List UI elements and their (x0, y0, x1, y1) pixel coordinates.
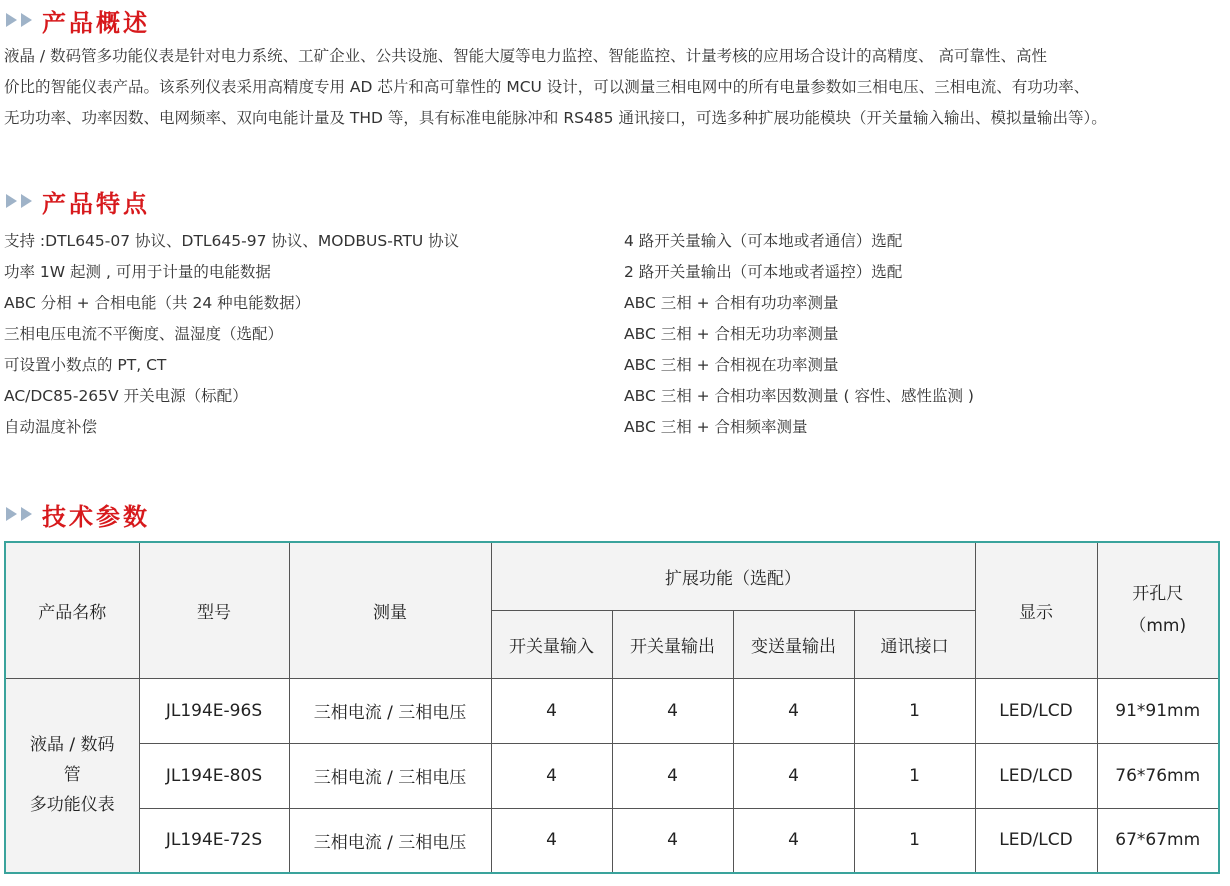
header-cutout-line1: 开孔尺 (1132, 584, 1184, 605)
model-cell: JL194E-80S (139, 743, 289, 808)
comm-cell: 1 (854, 678, 975, 743)
model-cell: JL194E-96S (139, 678, 289, 743)
table-row (5, 743, 1219, 808)
features-right-list (624, 226, 974, 443)
feature-item: ABC 三相 + 合相视在功率测量 (624, 356, 839, 374)
switch-out-cell: 4 (612, 743, 733, 808)
overview-line: 价比的智能仪表产品。该系列仪表采用高精度专用 AD 芯片和高可靠性的 MCU 设计，可以测量三相电网中的所有电量参数如三相电压、三相电流、有功功率、 (4, 78, 1090, 96)
feature-item: ABC 三相 + 合相功率因数测量 ( 容性、感性监测 ) (624, 387, 974, 405)
feature-item: 支持 :DTL645-07 协议、DTL645-97 协议、MODBUS-RTU 协议 (4, 232, 460, 250)
header-cutout (1097, 542, 1219, 678)
measure-cell: 三相电流 / 三相电压 (289, 808, 491, 873)
transmit-out-cell: 4 (733, 743, 854, 808)
comm-cell: 1 (854, 808, 975, 873)
header-comm: 通讯接口 (854, 610, 975, 678)
cutout-cell: 91*91mm (1097, 678, 1219, 743)
features-left-list (4, 226, 459, 443)
display-cell: LED/LCD (975, 808, 1097, 873)
product-name-line: 多功能仪表 (29, 795, 115, 816)
display-cell: LED/LCD (975, 678, 1097, 743)
product-name-cell (5, 678, 139, 873)
feature-item: 三相电压电流不平衡度、温湿度（选配） (4, 325, 284, 343)
overview-line: 液晶 / 数码管多功能仪表是针对电力系统、工矿企业、公共设施、智能大厦等电力监控、智能监控、计量考核的应用场合设计的高精度、 高可靠性、高性 (4, 47, 1048, 65)
overview-line: 无功功率、功率因数、电网频率、双向电能计量及 THD 等，具有标准电能脉冲和 RS485 通讯接口，可选多种扩展功能模块（开关量输入输出、模拟量输出等）。 (4, 109, 1107, 127)
model-cell: JL194E-72S (139, 808, 289, 873)
cutout-cell: 76*76mm (1097, 743, 1219, 808)
feature-item: 4 路开关量输入（可本地或者通信）选配 (624, 232, 903, 250)
product-name-line: 管 (63, 765, 81, 786)
measure-cell: 三相电流 / 三相电压 (289, 743, 491, 808)
header-switch-in: 开关量输入 (491, 610, 612, 678)
measure-cell: 三相电流 / 三相电压 (289, 678, 491, 743)
comm-cell: 1 (854, 743, 975, 808)
overview-paragraph (4, 41, 1226, 134)
feature-item: ABC 三相 + 合相频率测量 (624, 418, 808, 436)
switch-out-cell: 4 (612, 808, 733, 873)
feature-item: AC/DC85-265V 开关电源（标配） (4, 387, 248, 405)
header-transmit-out: 变送量输出 (733, 610, 854, 678)
double-arrow-icon (6, 507, 32, 521)
section-title-overview: 产品概述 (42, 8, 150, 37)
product-name-line: 液晶 / 数码 (29, 735, 115, 756)
switch-out-cell: 4 (612, 678, 733, 743)
section-header-features (6, 184, 150, 218)
feature-item: 可设置小数点的 PT, CT (4, 356, 167, 374)
feature-item: ABC 三相 + 合相有功功率测量 (624, 294, 839, 312)
display-cell: LED/LCD (975, 743, 1097, 808)
header-extension: 扩展功能（选配） (491, 542, 975, 610)
cutout-cell: 67*67mm (1097, 808, 1219, 873)
header-product-name: 产品名称 (5, 542, 139, 678)
section-title-features: 产品特点 (42, 189, 150, 218)
double-arrow-icon (6, 13, 32, 27)
table-row (5, 808, 1219, 873)
feature-item: ABC 三相 + 合相无功功率测量 (624, 325, 839, 343)
transmit-out-cell: 4 (733, 808, 854, 873)
double-arrow-icon (6, 194, 32, 208)
feature-item: ABC 分相 + 合相电能（共 24 种电能数据） (4, 294, 311, 312)
section-header-specs (6, 497, 150, 531)
switch-in-cell: 4 (491, 678, 612, 743)
header-display: 显示 (975, 542, 1097, 678)
transmit-out-cell: 4 (733, 678, 854, 743)
header-switch-out: 开关量输出 (612, 610, 733, 678)
section-header-overview (6, 3, 150, 37)
feature-item: 2 路开关量输出（可本地或者遥控）选配 (624, 263, 903, 281)
header-measure: 测量 (289, 542, 491, 678)
switch-in-cell: 4 (491, 808, 612, 873)
feature-item: 功率 1W 起测 , 可用于计量的电能数据 (4, 263, 271, 281)
section-title-specs: 技术参数 (42, 502, 150, 531)
switch-in-cell: 4 (491, 743, 612, 808)
feature-item: 自动温度补偿 (4, 418, 98, 436)
header-model: 型号 (139, 542, 289, 678)
table-row (5, 678, 1219, 743)
spec-table (4, 541, 1220, 874)
header-cutout-line2: （mm) (1129, 616, 1187, 637)
